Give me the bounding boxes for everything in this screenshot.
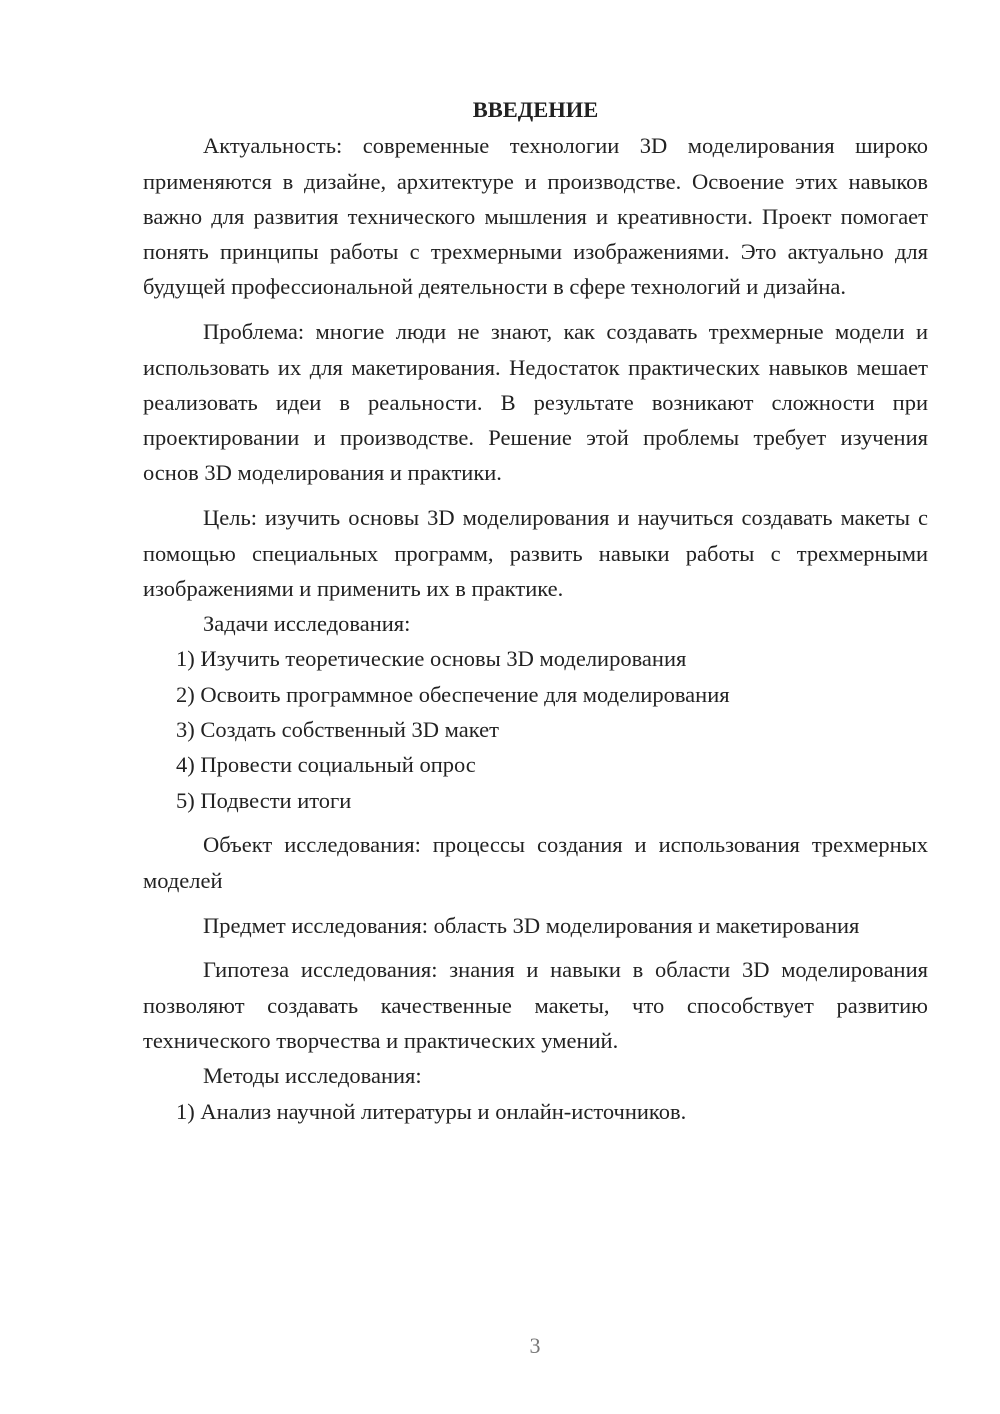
- methods-heading: Методы исследования:: [203, 1063, 422, 1089]
- page-content: [143, 92, 928, 1129]
- paragraph-problem: Проблема: многие люди не знают, как создавать трехмерные модели и использовать их для макетирования. Недостаток практических навыков мешает реализовать идеи в реальности. В результате возникают сложности при проектировании и производстве. Решение этой проблемы требует изучения основ 3D моделирования и практики.: [143, 319, 928, 486]
- task-item: 2) Освоить программное обеспечение для моделирования: [176, 681, 730, 707]
- paragraph-object: Объект исследования: процессы создания и использования трехмерных моделей: [143, 832, 928, 893]
- task-item: 5) Подвести итоги: [176, 787, 352, 813]
- paragraph-relevance: Актуальность: современные технологии 3D моделирования широко применяются в дизайне, архитектуре и производстве. Освоение этих навыков важно для развития технического мышления и креативности. Проект помогает понять принципы работы с трехмерными изображениями. Это актуально для будущей профессиональной деятельности в сфере технологий и дизайна.: [143, 133, 928, 300]
- task-item: 4) Провести социальный опрос: [176, 752, 476, 778]
- task-item: 1) Изучить теоретические основы 3D моделирования: [176, 646, 687, 672]
- paragraph-subject: Предмет исследования: область 3D моделирования и макетирования: [203, 912, 860, 938]
- section-title: ВВЕДЕНИЕ: [472, 97, 599, 122]
- paragraph-goal: Цель: изучить основы 3D моделирования и научиться создавать макеты с помощью специальных программ, развить навыки работы с трехмерными изображениями и применить их в практике.: [143, 505, 928, 601]
- page-number: 3: [529, 1333, 541, 1358]
- method-item: 1) Анализ научной литературы и онлайн-источников.: [176, 1098, 687, 1124]
- tasks-heading: Задачи исследования:: [203, 611, 411, 637]
- task-item: 3) Создать собственный 3D макет: [176, 717, 499, 743]
- paragraph-hypothesis: Гипотеза исследования: знания и навыки в области 3D моделирования позволяют создавать качественные макеты, что способствует развитию технического творчества и практических умений.: [143, 957, 928, 1053]
